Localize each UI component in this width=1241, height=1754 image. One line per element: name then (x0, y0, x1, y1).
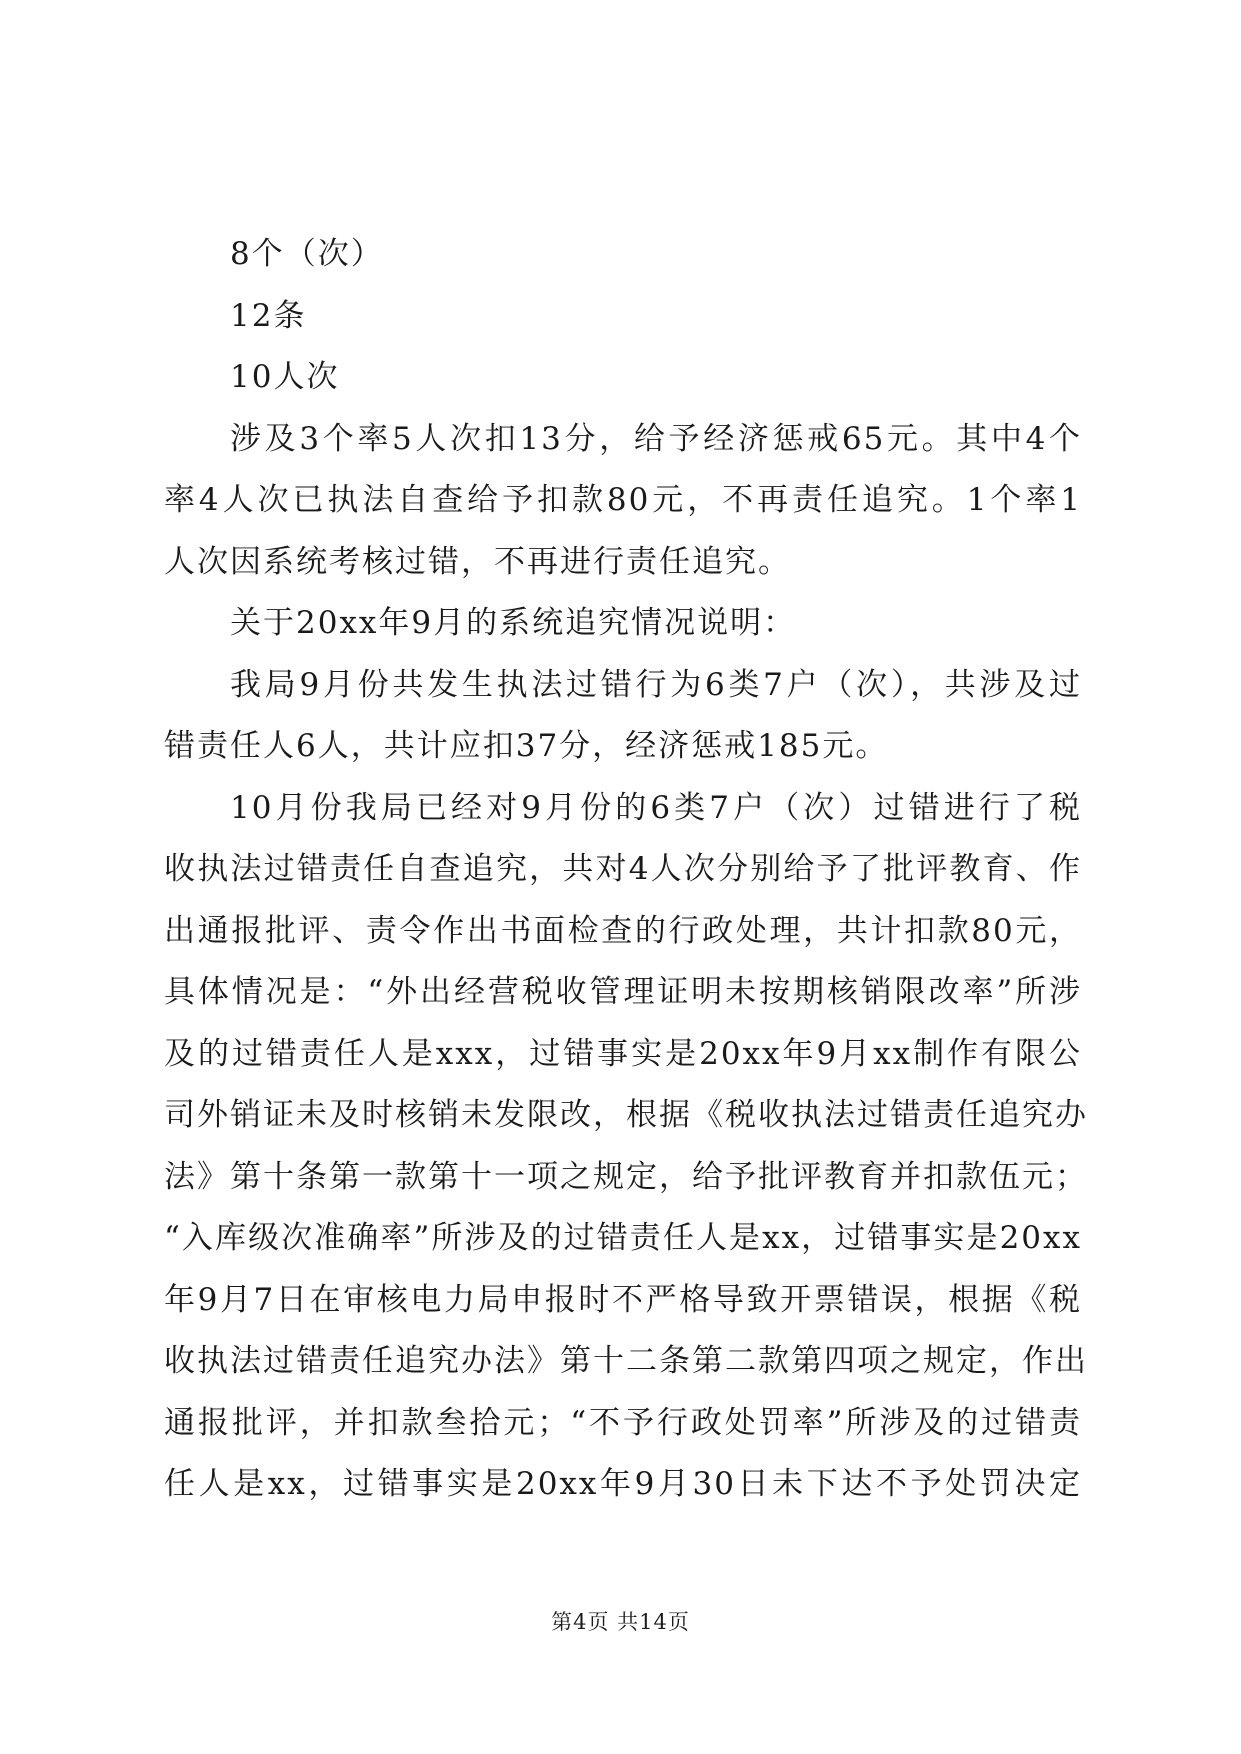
paragraph-line: 通报批评，并扣款叁拾元；“不予行政处罚率”所涉及的过错责 (164, 1404, 1082, 1441)
paragraph-line: 收执法过错责任自查追究，共对4人次分别给予了批评教育、作 (164, 851, 1082, 887)
page-footer (0, 1606, 1241, 1636)
paragraph-line: 收执法过错责任追究办法》第十二条第二款第四项之规定，作出 (164, 1343, 1088, 1379)
paragraph-line: 涉及3个率5人次扣13分，给予经济惩戒65元。其中4个 (230, 420, 1082, 457)
text-line: 12条 (230, 297, 307, 334)
section-heading: 关于20xx年9月的系统追究情况说明： (230, 605, 797, 641)
paragraph-line: 我局9月份共发生执法过错行为6类7户（次），共涉及过 (230, 666, 1082, 703)
paragraph-line: 10月份我局已经对9月份的6类7户（次）过错进行了税 (230, 789, 1082, 826)
paragraph-line: 出通报批评、责令作出书面检查的行政处理，共计扣款80元， (164, 912, 1082, 949)
paragraph-line: 错责任人6人，共计应扣37分，经济惩戒185元。 (164, 728, 889, 764)
paragraph-line: 及的过错责任人是xxx，过错事实是20xx年9月xx制作有限公 (164, 1035, 1082, 1072)
paragraph-line: 人次因系统考核过错，不再进行责任追究。 (164, 543, 791, 580)
paragraph-line: 年9月7日在审核电力局申报时不严格导致开票错误，根据《税 (164, 1281, 1082, 1318)
document-body (164, 224, 1088, 1516)
text-line: 10人次 (230, 359, 340, 395)
text-line: 8个（次） (230, 236, 384, 272)
paragraph-line: 任人是xx，过错事实是20xx年9月30日未下达不予处罚决定 (164, 1466, 1082, 1502)
paragraph-line: 司外销证未及时核销未发限改，根据《税收执法过错责任追究办 (164, 1097, 1088, 1133)
paragraph-line: 率4人次已执法自查给予扣款80元，不再责任追究。1个率1 (164, 482, 1082, 518)
paragraph-line: 法》第十条第一款第十一项之规定，给予批评教育并扣款伍元； (164, 1158, 1088, 1195)
paragraph-line: “入库级次准确率”所涉及的过错责任人是xx，过错事实是20xx (164, 1220, 1082, 1256)
page-number: 第4页 共14页 (551, 1610, 690, 1634)
paragraph-line: 具体情况是：“外出经营税收管理证明未按期核销限改率”所涉 (164, 974, 1082, 1010)
